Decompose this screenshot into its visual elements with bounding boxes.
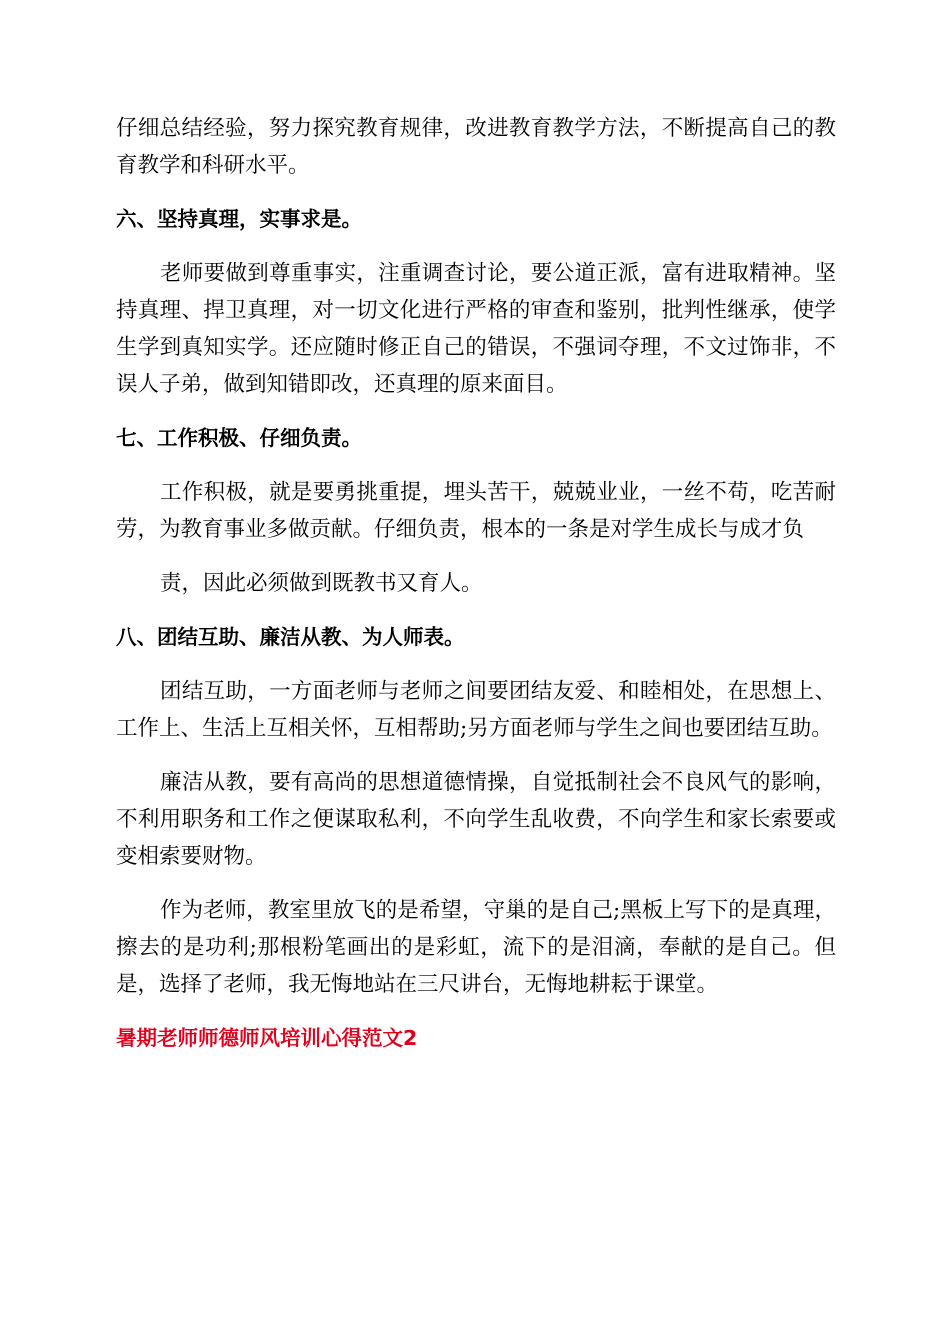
heading-section-8: 八、团结互助、廉洁从教、为人师表。 <box>116 625 465 649</box>
paragraph-section-6: 老师要做到尊重事实，注重调查讨论，要公道正派，富有进取精神。坚持真理、捍卫真理，对一切文化进行严格的审查和鉴别，批判性继承，使学生学到真知实学。还应随时修正自己的错误，不强词夺理，不文过饰非，不误人子弟，做到知错即改，还真理的原来面目。 <box>116 261 836 397</box>
heading-section-7: 七、工作积极、仔细负责。 <box>116 426 362 450</box>
paragraph-intro: 仔细总结经验，努力探究教育规律，改进教育教学方法，不断提高自己的教育教学和科研水平。 <box>116 116 836 178</box>
paragraph-section-7-b: 责，因此必须做到既教书又育人。 <box>160 571 483 596</box>
paragraph-section-8-a: 团结互助，一方面老师与老师之间要团结友爱、和睦相处，在思想上、工作上、生活上互相关怀，互相帮助;另方面老师与学生之间也要团结互助。 <box>116 679 836 741</box>
paragraph-section-7-a: 工作积极，就是要勇挑重提，埋头苦干，兢兢业业，一丝不苟，吃苦耐劳，为教育事业多做贡献。仔细负责，根本的一条是对学生成长与成才负 <box>116 480 836 542</box>
paragraph-section-8-c: 作为老师，教室里放飞的是希望，守巢的是自己;黑板上写下的是真理，擦去的是功利;那根粉笔画出的是彩虹，流下的是泪滴，奉献的是自己。但是，选择了老师，我无悔地站在三尺讲台，无悔地耕耘于课堂。 <box>116 898 836 997</box>
document-title-2: 暑期老师师德师风培训心得范文2 <box>116 1026 418 1050</box>
paragraph-section-8-b: 廉洁从教，要有高尚的思想道德情操，自觉抵制社会不良风气的影响，不利用职务和工作之便谋取私利，不向学生乱收费，不向学生和家长索要或变相索要财物。 <box>116 770 836 869</box>
heading-section-6: 六、坚持真理，实事求是。 <box>116 207 362 231</box>
document-body <box>116 110 836 1074</box>
